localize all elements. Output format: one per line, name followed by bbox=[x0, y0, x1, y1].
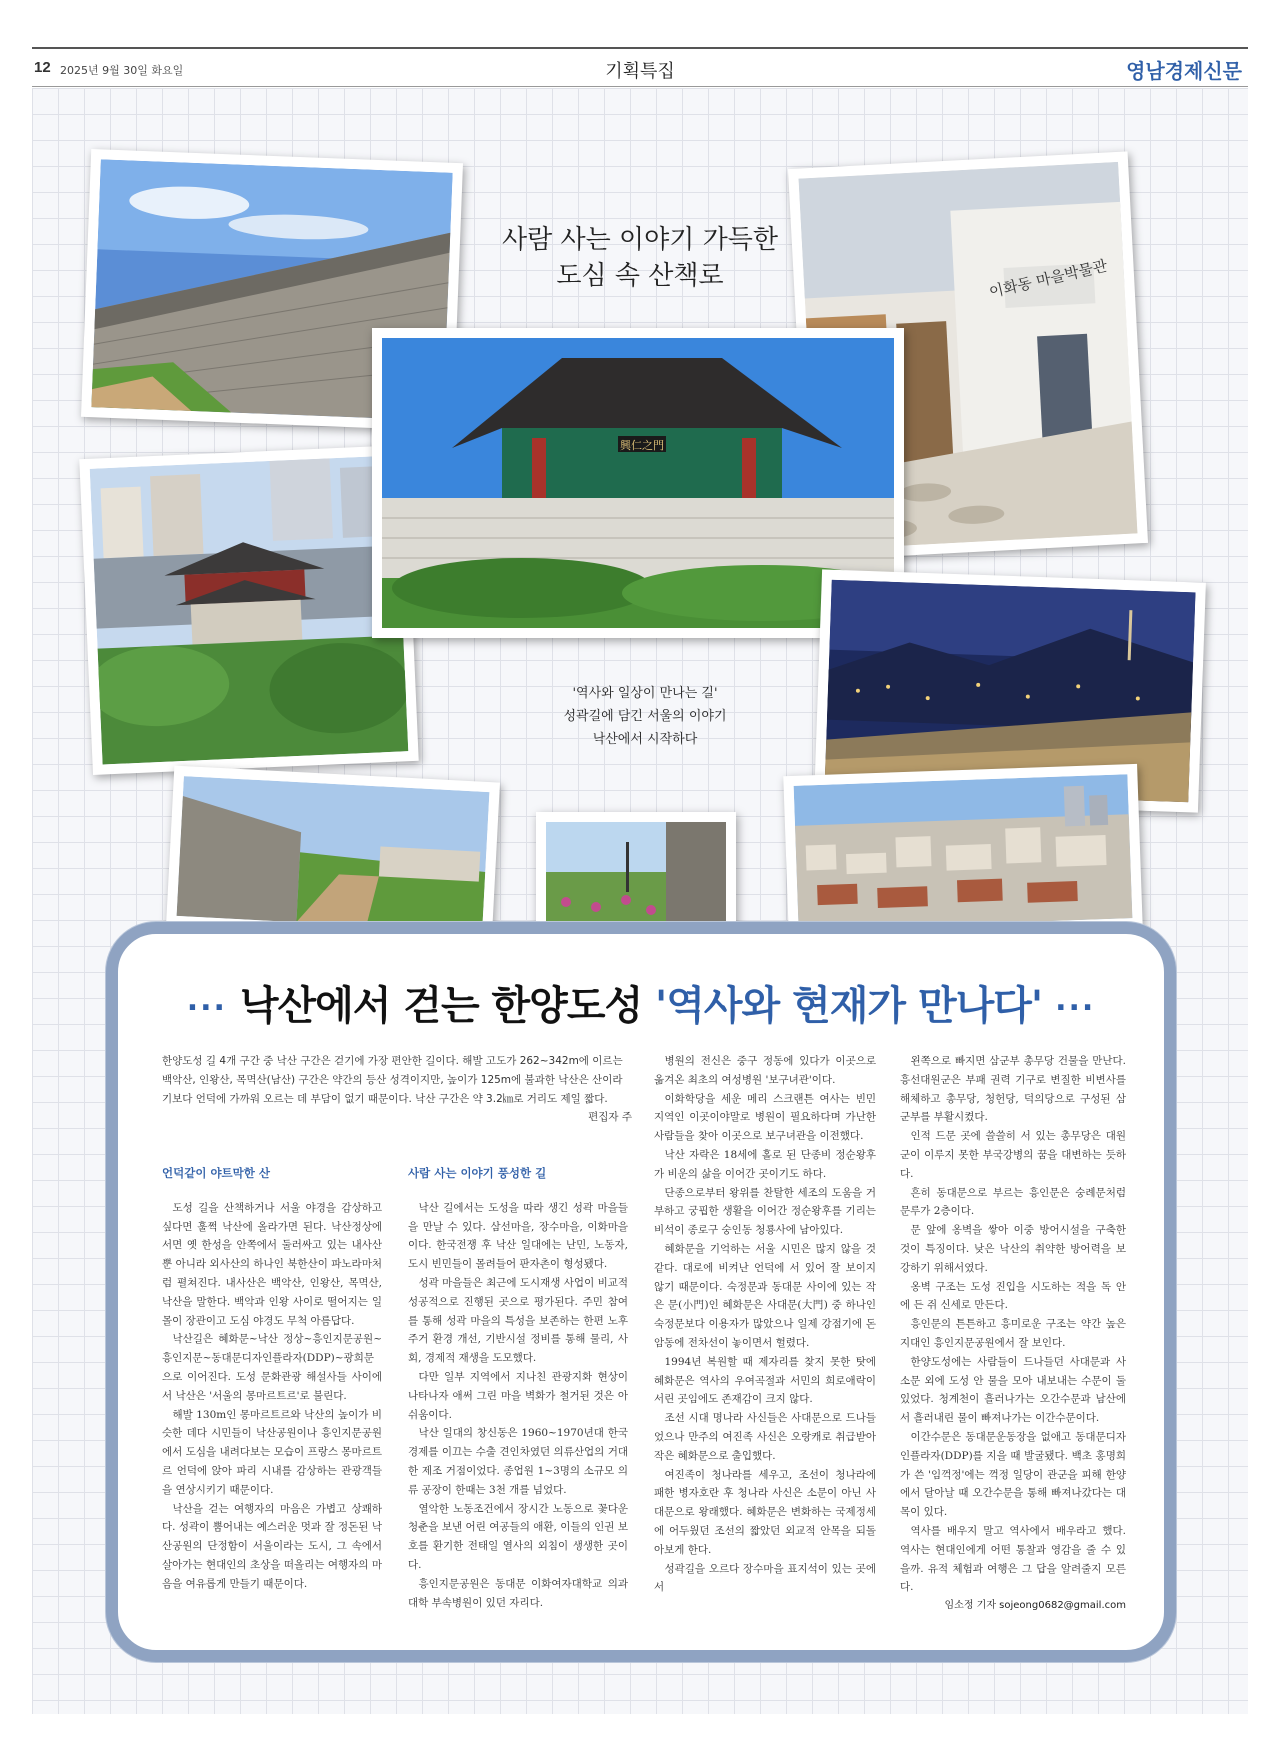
paragraph: 문 앞에 옹벽을 쌓아 이중 방어시설을 구축한 것이 특징이다. 낮은 낙산의 취약한 방어력을 보강하기 위해서였다. bbox=[900, 1224, 1126, 1274]
article-column-2 bbox=[408, 1164, 628, 1612]
paragraph: 역사를 배우지 말고 역사에서 배우라고 했다. 역사는 현대인에게 어떤 통찰과 영감을 줄 수 있을까. 유적 체험과 여행은 그 답을 알려줄지 모른다. bbox=[900, 1524, 1126, 1594]
article-box bbox=[106, 922, 1176, 1662]
paragraph: 열악한 노동조건에서 장시간 노동으로 꽃다운 청춘을 보낸 어린 여공들의 애환, 이들의 인권 보호를 환기한 전태일 열사의 외침이 생생한 곳이다. bbox=[408, 1502, 628, 1571]
byline: 임소정 기자 sojeong0682@gmail.com bbox=[944, 1600, 1126, 1612]
paragraph: 낙산 길에서는 도성을 따라 생긴 성곽 마을들을 만날 수 있다. 삼선마을, 장수마을, 이화마을이다. 한국전쟁 후 낙산 일대에는 난민, 노동자, 도시 빈민들이 몰려들어 판자촌이 형성됐다. bbox=[408, 1201, 628, 1271]
article-column-3 bbox=[654, 1052, 876, 1597]
gate-plaque: 興仁之門 bbox=[620, 439, 664, 452]
paragraph: 1994년 복원할 때 제자리를 찾지 못한 탓에 혜화문은 역사의 우여곡절과 서민의 희로애락이 서린 곳임에도 존재감이 크지 않다. bbox=[654, 1355, 876, 1406]
section-title: 기획특집 bbox=[605, 61, 675, 82]
paragraph: 왼쪽으로 빠지면 삼군부 총무당 건물을 만난다. 흥선대원군은 부패 권력 기구로 변질한 비변사를 해체하고 총무당, 청헌당, 덕의당으로 구성된 삼군부를 부활시켰다. bbox=[900, 1055, 1126, 1124]
paragraph: 단종으로부터 왕위를 찬탈한 세조의 도움을 거부하고 궁핍한 생활을 이어간 정순왕후를 기리는 비석이 종로구 숭인동 청룡사에 남아있다. bbox=[654, 1186, 876, 1237]
paragraph: 조선 시대 명나라 사신들은 사대문으로 드나들었으나 만주의 여진족 사신은 오랑캐로 취급받아 작은 혜화문으로 출입했다. bbox=[654, 1412, 876, 1462]
column-1-subhead: 언덕같이 야트막한 산 bbox=[162, 1166, 270, 1180]
photo-wall-path bbox=[166, 766, 500, 943]
paragraph: 도성 길을 산책하거나 서울 야경을 감상하고 싶다면 훌쩍 낙산에 올라가면 된다. 낙산정상에 서면 옛 한성을 안쪽에서 둘러싸고 있는 내사산뿐 아니라 외사산의 하나인 북한산이 파노라마처럼 펼쳐진다. 내사산은 백악산, 인왕산, 목멱산, 낙산을 말한다. 백악과 인왕 사이로 떨어지는 일몰이 장관이고 도심 야경도 무척 아름답다. bbox=[162, 1201, 382, 1327]
photo-hillside-village bbox=[783, 764, 1143, 940]
paragraph: 다만 일부 지역에서 지나친 관광지화 현상이 나타나자 애써 그린 마을 벽화가 철거된 것은 아쉬움이다. bbox=[408, 1370, 628, 1421]
collage-title bbox=[450, 222, 830, 294]
collage-subtitle-line2: 성곽길에 담긴 서울의 이야기 bbox=[563, 709, 727, 724]
column-2-subhead: 사람 사는 이야기 풍성한 길 bbox=[408, 1166, 547, 1180]
paragraph: 성곽길을 오르다 장수마을 표지석이 있는 곳에서 bbox=[654, 1562, 876, 1594]
issue-date: 2025년 9월 30일 화요일 bbox=[60, 64, 184, 77]
paragraph: 병원의 전신은 중구 정동에 있다가 이곳으로 옮겨온 최초의 여성병원 '보구녀관'이다. bbox=[654, 1055, 876, 1086]
paragraph: 옹벽 구조는 도성 진입을 시도하는 적을 독 안에 든 쥐 신세로 만든다. bbox=[900, 1280, 1126, 1312]
paragraph: 해발 130m인 몽마르트르와 낙산의 높이가 비슷한 데다 시민들이 낙산공원이나 흥인지문공원에서 도심을 내려다보는 모습이 프랑스 몽마르트르 언덕에 앉아 파리 시내를 감상하는 관광객들을 연상시키기 때문이다. bbox=[162, 1408, 382, 1496]
collage-subtitle bbox=[500, 682, 790, 751]
page-number: 12 bbox=[34, 59, 51, 76]
photo-flower-stairs bbox=[536, 812, 736, 934]
paragraph: 한양도성에는 사람들이 드나들던 사대문과 사소문 외에 도성 안 물을 모아 내보내는 수문이 둘 있었다. 청계천이 흘러나가는 오간수문과 남산에서 흘러내린 물이 빠져나가는 이간수문이다. bbox=[900, 1355, 1126, 1425]
paragraph: 이화학당을 세운 메리 스크랜튼 여사는 빈민 지역인 이곳이야말로 병원이 필요하다며 가난한 사람들을 찾아 이곳으로 보구녀관을 이전했다. bbox=[654, 1092, 876, 1143]
paragraph: 낙산 일대의 창신동은 1960~1970년대 한국경제를 이끄는 수출 견인차였던 의류산업의 거대한 제조 거점이었다. 종업원 1~3명의 소규모 의류 공장이 한때는 3천 개를 넘었다. bbox=[408, 1427, 628, 1496]
collage-subtitle-line3: 낙산에서 시작하다 bbox=[592, 732, 698, 747]
paragraph: 흥인지문공원은 동대문 이화여자대학교 의과대학 부속병원이 있던 자리다. bbox=[408, 1577, 628, 1609]
page-header bbox=[32, 47, 1248, 87]
article-lead bbox=[162, 1052, 632, 1127]
paragraph: 성곽 마을들은 최근에 도시재생 사업이 비교적 성공적으로 진행된 곳으로 평가된다. 주민 참여를 통해 성곽 마을의 특성을 보존하는 한편 노후 주거 환경 개선, 기반시설 정비를 통해 물리, 사회, 경제적 재생을 도모했다. bbox=[408, 1276, 628, 1365]
paragraph: 흥인문의 튼튼하고 흥미로운 구조는 약간 높은 지대인 흥인지문공원에서 잘 보인다. bbox=[900, 1318, 1126, 1349]
paragraph: 여진족이 청나라를 세우고, 조선이 청나라에 패한 병자호란 후 청나라 사신은 소문이 아닌 사대문으로 왕래했다. 혜화문은 변화하는 국제정세에 어두웠던 조선의 짧았던 외교적 안목을 되돌아보게 한다. bbox=[654, 1468, 876, 1556]
photo-gate-city bbox=[79, 445, 418, 775]
headline-main: 낙산에서 걷는 한양도성 bbox=[239, 983, 656, 1029]
paragraph: 혜화문을 기억하는 서울 시민은 많지 않을 것 같다. 대로에 비켜난 언덕에 서 있어 잘 보이지 않기 때문이다. 숙정문과 동대문 사이에 있는 작은 문(小門)인 혜화문은 사대문(大門) 중 하나인 숙정문보다 이용자가 많았으나 일제 강점기에 돈암동에 전차선이 놓이면서 헐렸다. bbox=[654, 1242, 876, 1349]
headline-accent: '역사와 현재가 만나다' bbox=[655, 983, 1043, 1029]
headline-dots-right: ··· bbox=[1055, 990, 1096, 1026]
collage-title-line1: 사람 사는 이야기 가득한 bbox=[502, 225, 778, 255]
paragraph: 흔히 동대문으로 부르는 흥인문은 숭례문처럼 문루가 2층이다. bbox=[900, 1186, 1126, 1218]
collage-subtitle-line1: '역사와 일상이 만나는 길' bbox=[572, 686, 718, 701]
paragraph: 이간수문은 동대문운동장을 없애고 동대문디자인플라자(DDP)를 지을 때 발굴됐다. 백초 홍명희가 쓴 '임꺽정'에는 꺽정 일당이 관군을 피해 한양에서 달아날 때 오간수문을 통해 빠져나갔다는 대목이 있다. bbox=[900, 1430, 1126, 1519]
newspaper-brand: 영남경제신문 bbox=[1126, 59, 1242, 83]
paragraph: 낙산길은 혜화문~낙산 정상~흥인지문공원~흥인지문~동대문디자인플라자(DDP)~광희문으로 이어진다. 도성 문화관광 해설사들 사이에서 낙산은 '서울의 몽마르트르'로 불린다. bbox=[162, 1333, 382, 1402]
lead-text: 한양도성 길 4개 구간 중 낙산 구간은 걷기에 가장 편안한 길이다. 해발 고도가 262~342m에 이르는 백악산, 인왕산, 목멱산(남산) 구간은 약간의 등산 성격이지만, 높이가 125m에 불과한 낙산은 산이라기보다 언덕에 가까워 오르는 데 부담이 없기 때문이다. 낙산 구간은 약 3.2㎞로 거리도 제일 짧다. bbox=[162, 1055, 623, 1105]
article-headline bbox=[118, 974, 1164, 1031]
headline-dots-left: ··· bbox=[186, 990, 227, 1026]
paragraph: 인적 드문 곳에 쓸쓸히 서 있는 총무당은 대원군이 이루지 못한 부국강병의 꿈을 대변하는 듯하다. bbox=[900, 1130, 1126, 1180]
paragraph: 낙산을 걷는 여행자의 마음은 가볍고 상쾌하다. 성곽이 뿜어내는 예스러운 멋과 잘 정돈된 낙산공원의 단정함이 서울이라는 도시, 그 속에서 살아가는 현대인의 초상을 떠올리는 여행자의 마음을 여유롭게 만들기 때문이다. bbox=[162, 1502, 382, 1590]
article-column-1 bbox=[162, 1164, 382, 1594]
paragraph: 낙산 자락은 18세에 홀로 된 단종비 정순왕후가 비운의 삶을 이어간 곳이기도 하다. bbox=[654, 1148, 876, 1180]
article-column-4 bbox=[900, 1052, 1126, 1616]
lead-editor-note: 편집자 주 bbox=[588, 1111, 632, 1124]
museum-sign: 이화동 마을박물관 bbox=[987, 256, 1110, 302]
collage-title-line2: 도심 속 산책로 bbox=[556, 261, 724, 291]
